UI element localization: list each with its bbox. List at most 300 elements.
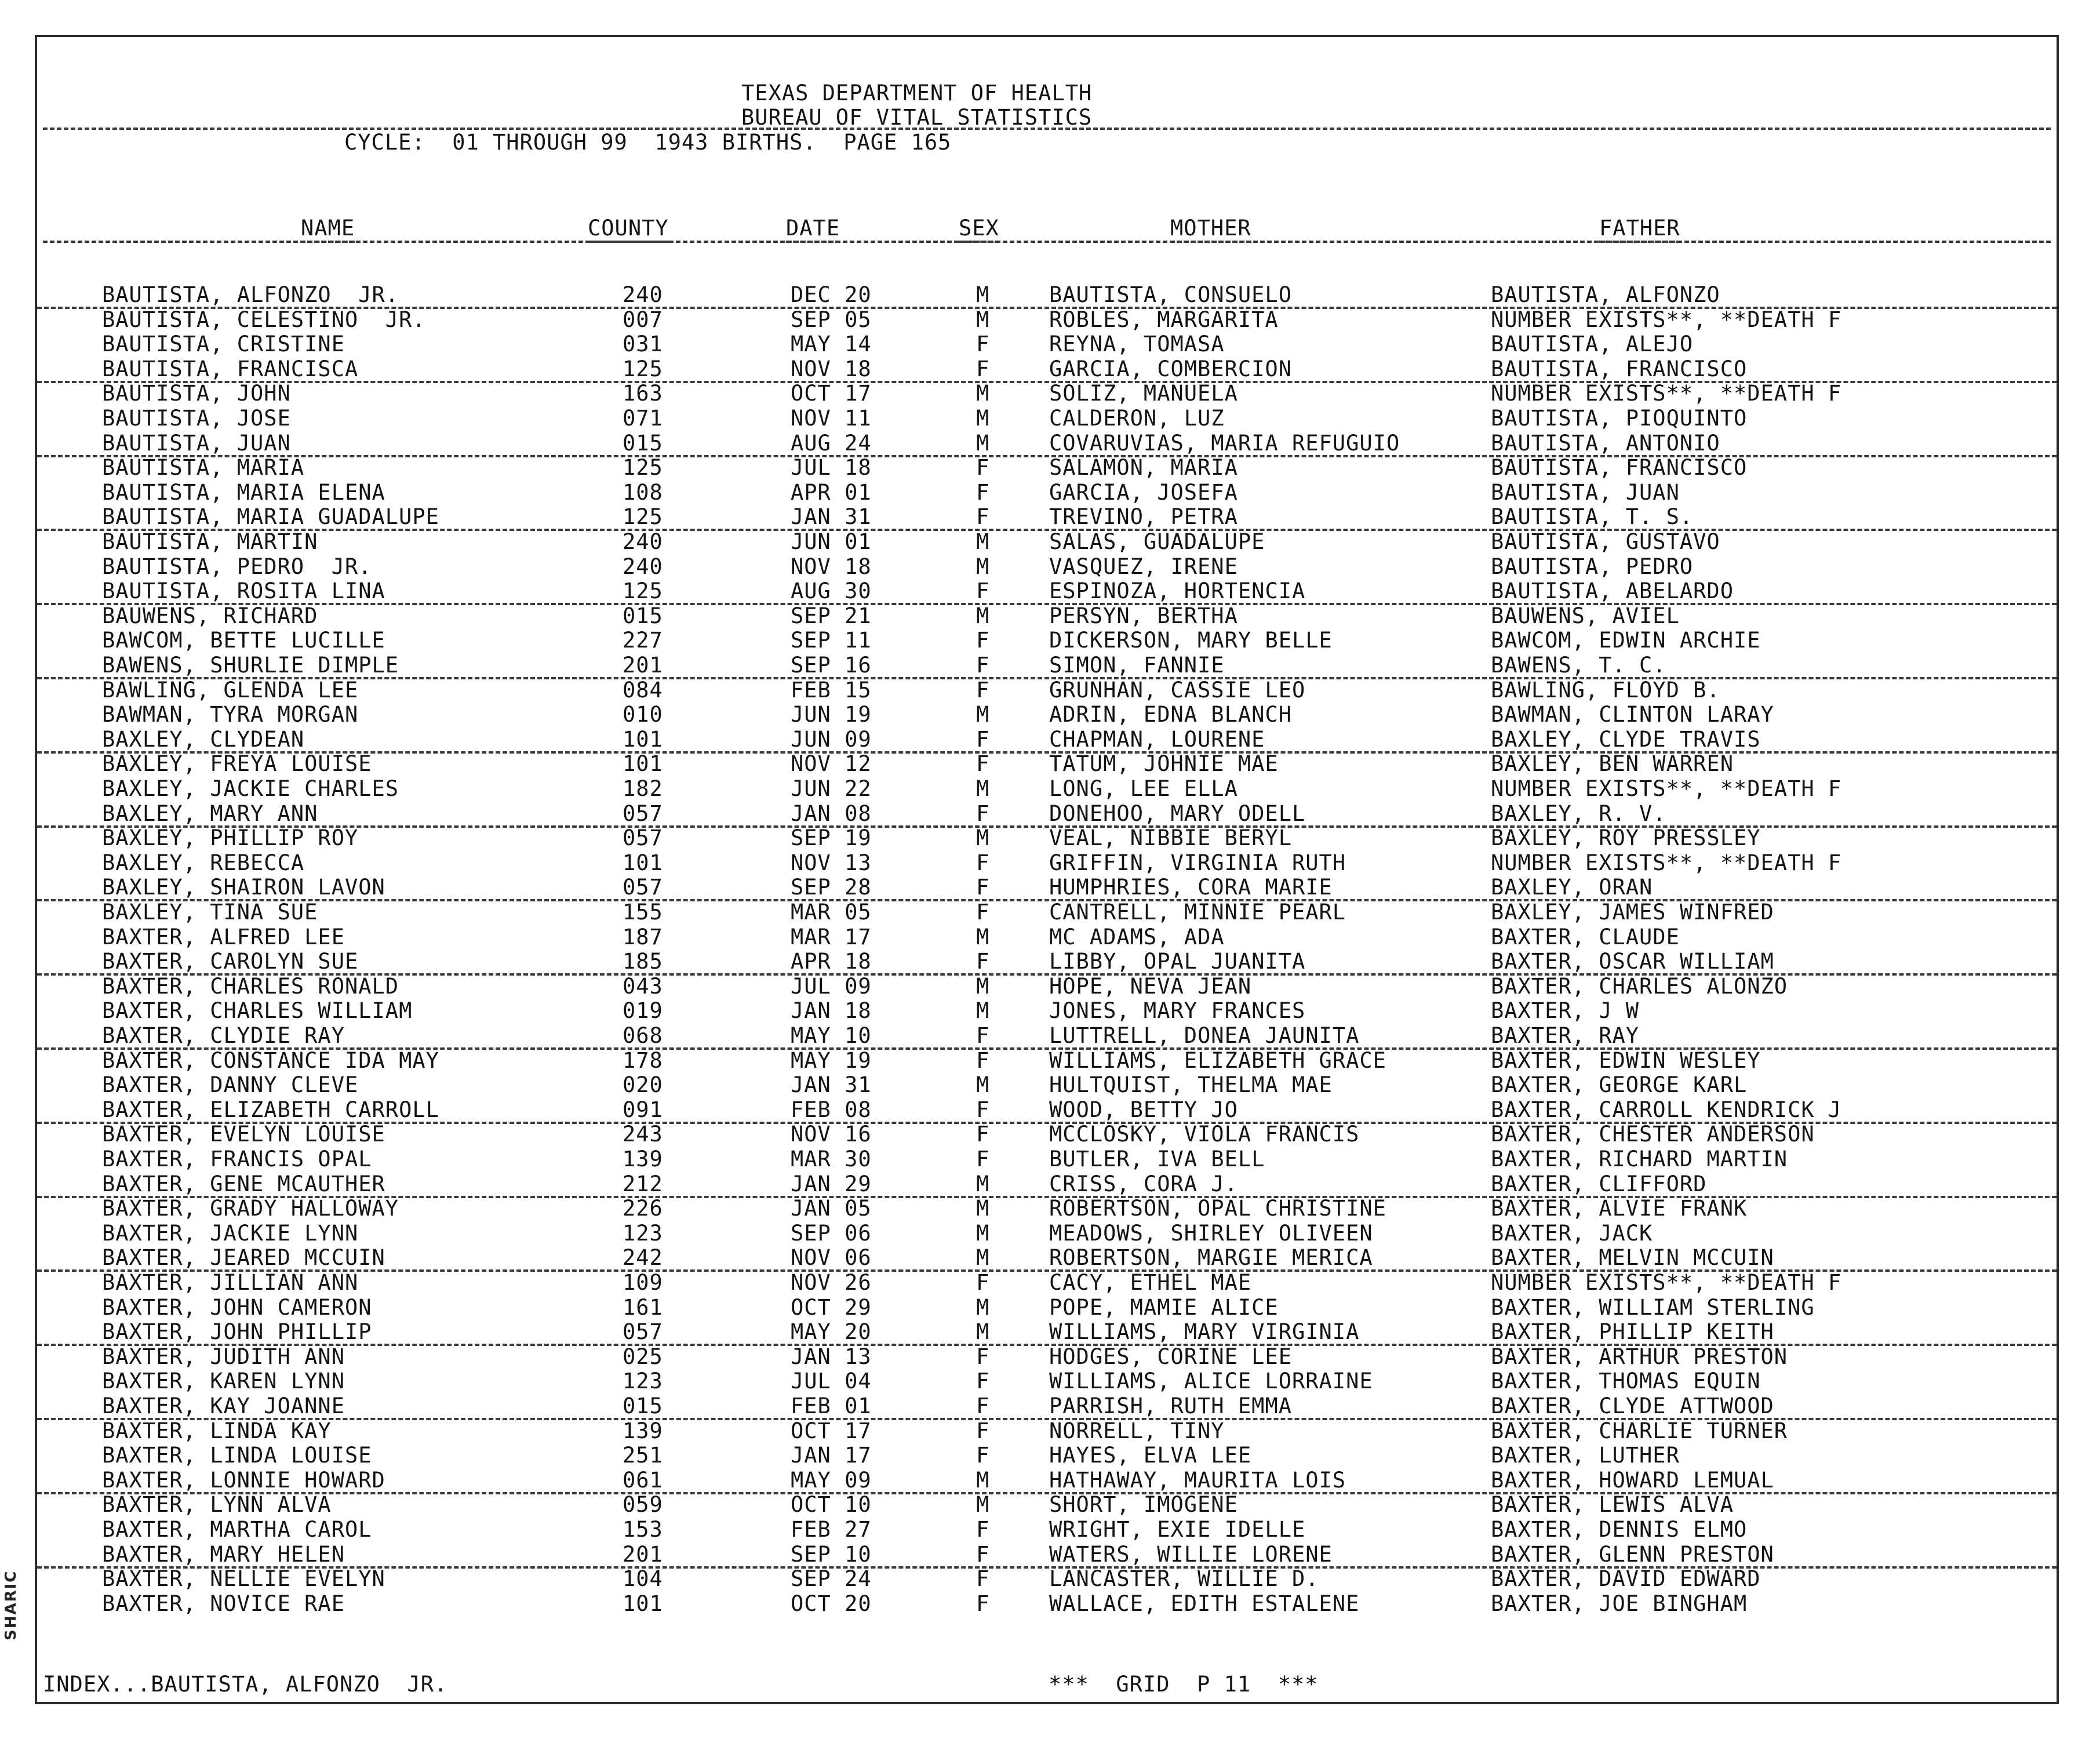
cell-date: SEP 05 — [791, 307, 872, 332]
cell-county: 020 — [623, 1072, 663, 1098]
cell-county: 153 — [623, 1517, 663, 1542]
cell-name: BAWLING, GLENDA LEE — [102, 677, 359, 703]
table-row — [37, 554, 2057, 579]
cell-name: BAXTER, JILLIAN ANN — [102, 1270, 359, 1295]
cell-sex: F — [976, 850, 990, 875]
cell-name: BAXTER, GRADY HALLOWAY — [102, 1196, 399, 1221]
cell-name: BAXTER, CLYDIE RAY — [102, 1023, 345, 1048]
cell-date: MAY 09 — [791, 1467, 872, 1493]
table-row — [37, 1048, 2057, 1072]
cell-date: NOV 18 — [791, 554, 872, 579]
bureau-title: BUREAU OF VITAL STATISTICS — [741, 105, 1093, 130]
cell-county: 123 — [623, 1369, 663, 1394]
cell-father: BAXTER, GEORGE KARL — [1491, 1072, 1748, 1098]
cell-sex: F — [976, 1344, 990, 1369]
cell-mother: CRISS, CORA J. — [1049, 1171, 1238, 1196]
cell-name: BAXTER, LYNN ALVA — [102, 1492, 332, 1518]
cell-date: NOV 13 — [791, 850, 872, 875]
cell-father: BAXTER, PHILLIP KEITH — [1491, 1319, 1774, 1345]
cell-sex: F — [976, 1369, 990, 1394]
cell-sex: F — [976, 455, 990, 481]
cell-sex: F — [976, 1443, 990, 1468]
cell-date: FEB 27 — [791, 1517, 872, 1542]
cell-name: BAXTER, DANNY CLEVE — [102, 1072, 359, 1098]
cell-father: BAXTER, GLENN PRESTON — [1491, 1541, 1774, 1567]
cell-county: 101 — [623, 726, 663, 752]
cell-date: APR 01 — [791, 479, 872, 505]
cell-father: BAUTISTA, JUAN — [1491, 479, 1680, 505]
table-row — [37, 480, 2057, 504]
cell-date: JAN 31 — [791, 504, 872, 530]
cell-county: 178 — [623, 1047, 663, 1073]
cell-name: BAXTER, LINDA LOUISE — [102, 1443, 372, 1468]
cell-name: BAXTER, JACKIE LYNN — [102, 1220, 359, 1246]
cell-father: NUMBER EXISTS**, **DEATH F — [1491, 1270, 1842, 1295]
table-row — [37, 1566, 2057, 1591]
cell-date: NOV 12 — [791, 751, 872, 777]
table-row — [37, 381, 2057, 405]
cell-mother: ROBLES, MARGARITA — [1049, 307, 1279, 332]
cell-county: 125 — [623, 455, 663, 481]
cell-county: 251 — [623, 1443, 663, 1468]
cell-mother: LANCASTER, WILLIE D. — [1049, 1566, 1319, 1592]
cell-sex: F — [976, 504, 990, 530]
table-row — [37, 431, 2057, 457]
cell-mother: HODGES, CORINE LEE — [1049, 1344, 1292, 1369]
cell-father: NUMBER EXISTS**, **DEATH F — [1491, 307, 1842, 332]
cell-name: BAUTISTA, ROSITA LINA — [102, 579, 385, 604]
cell-name: BAXTER, JOHN CAMERON — [102, 1294, 372, 1320]
table-row — [37, 1196, 2057, 1220]
cell-name: BAUTISTA, CELESTINO JR. — [102, 307, 426, 332]
table-row — [37, 1122, 2057, 1146]
cell-sex: M — [976, 1220, 990, 1246]
cell-county: 201 — [623, 653, 663, 678]
cell-name: BAXTER, EVELYN LOUISE — [102, 1122, 385, 1147]
table-row — [37, 949, 2057, 976]
cell-mother: WILLIAMS, MARY VIRGINIA — [1049, 1319, 1360, 1345]
cell-mother: TATUM, JOHNIE MAE — [1049, 751, 1279, 777]
cell-mother: WILLIAMS, ELIZABETH GRACE — [1049, 1047, 1386, 1073]
printout-page — [35, 35, 2059, 1704]
cell-county: 043 — [623, 973, 663, 999]
cell-mother: COVARUVIAS, MARIA REFUGUIO — [1049, 430, 1400, 456]
cell-date: JUL 04 — [791, 1369, 872, 1394]
cell-father: BAUTISTA, PEDRO — [1491, 554, 1694, 579]
cell-county: 010 — [623, 702, 663, 727]
table-row — [37, 504, 2057, 531]
cell-mother: GRUNHAN, CASSIE LEO — [1049, 677, 1306, 703]
cell-father: BAXTER, ALVIE FRANK — [1491, 1196, 1748, 1221]
cell-sex: F — [976, 726, 990, 752]
cell-mother: CHAPMAN, LOURENE — [1049, 726, 1265, 752]
table-row — [37, 1344, 2057, 1369]
cell-sex: M — [976, 973, 990, 999]
cell-name: BAXTER, CHARLES RONALD — [102, 973, 399, 999]
table-row — [37, 1418, 2057, 1443]
table-row — [37, 332, 2057, 356]
cell-mother: MC ADAMS, ADA — [1049, 924, 1225, 949]
table-row — [37, 406, 2057, 430]
table-row — [37, 998, 2057, 1023]
cell-county: 243 — [623, 1122, 663, 1147]
cell-date: OCT 20 — [791, 1591, 872, 1616]
table-row — [37, 307, 2057, 332]
cell-county: 185 — [623, 949, 663, 974]
cell-county: 091 — [623, 1097, 663, 1122]
cell-mother: GARCIA, COMBERCION — [1049, 356, 1292, 381]
cell-county: 139 — [623, 1418, 663, 1443]
cell-sex: M — [976, 381, 990, 406]
cell-date: JAN 31 — [791, 1072, 872, 1098]
cell-sex: F — [976, 1394, 990, 1418]
cell-mother: JONES, MARY FRANCES — [1049, 998, 1306, 1024]
cell-sex: F — [976, 1047, 990, 1073]
table-row — [37, 1468, 2057, 1494]
table-row — [37, 776, 2057, 801]
cell-date: MAY 10 — [791, 1023, 872, 1048]
table-row — [37, 455, 2057, 479]
cell-date: SEP 19 — [791, 825, 872, 851]
cell-name: BAUWENS, RICHARD — [102, 603, 318, 628]
cell-name: BAWMAN, TYRA MORGAN — [102, 702, 359, 727]
cell-name: BAXLEY, TINA SUE — [102, 900, 318, 925]
table-row — [37, 678, 2057, 702]
cell-sex: F — [976, 332, 990, 357]
cell-name: BAXTER, MARY HELEN — [102, 1541, 345, 1567]
cell-county: 240 — [623, 554, 663, 579]
cycle-line: CYCLE: 01 THROUGH 99 1943 BIRTHS. PAGE 165 — [344, 130, 952, 155]
cell-date: MAY 20 — [791, 1319, 872, 1345]
cell-county: 061 — [623, 1467, 663, 1493]
table-row — [37, 628, 2057, 652]
cell-name: BAXTER, LONNIE HOWARD — [102, 1467, 385, 1493]
table-row — [37, 1270, 2057, 1294]
cell-mother: VASQUEZ, IRENE — [1049, 554, 1238, 579]
table-row — [37, 1591, 2057, 1616]
cell-sex: F — [976, 900, 990, 925]
cell-sex: M — [976, 603, 990, 628]
table-row — [37, 356, 2057, 383]
cell-date: JUN 01 — [791, 529, 872, 554]
cell-name: BAXLEY, CLYDEAN — [102, 726, 305, 752]
cell-county: 125 — [623, 504, 663, 530]
cell-sex: F — [976, 801, 990, 826]
footer-grid: *** GRID P 11 *** — [1049, 1672, 1319, 1697]
table-row — [37, 1295, 2057, 1319]
cell-date: NOV 06 — [791, 1245, 872, 1271]
cell-name: BAXTER, KAREN LYNN — [102, 1369, 345, 1394]
cell-county: 015 — [623, 1394, 663, 1418]
cell-mother: PERSYN, BERTHA — [1049, 603, 1238, 628]
cell-father: BAXTER, THOMAS EQUIN — [1491, 1369, 1761, 1394]
column-header-mother: MOTHER — [1170, 216, 1251, 243]
cell-sex: F — [976, 1517, 990, 1542]
table-row — [37, 974, 2057, 998]
cell-name: BAUTISTA, JOHN — [102, 381, 291, 406]
table-row — [37, 529, 2057, 554]
cell-mother: BUTLER, IVA BELL — [1049, 1147, 1265, 1172]
cell-name: BAXLEY, MARY ANN — [102, 801, 318, 826]
cell-father: BAUTISTA, T. S. — [1491, 504, 1694, 530]
cell-mother: WATERS, WILLIE LORENE — [1049, 1541, 1333, 1567]
cell-sex: F — [976, 1591, 990, 1616]
cell-father: BAUTISTA, PIOQUINTO — [1491, 406, 1748, 431]
table-row — [37, 875, 2057, 901]
cell-father: NUMBER EXISTS**, **DEATH F — [1491, 776, 1842, 801]
cell-sex: M — [976, 529, 990, 554]
cell-sex: F — [976, 751, 990, 777]
cell-name: BAXTER, MARTHA CAROL — [102, 1517, 372, 1542]
cell-father: BAXTER, LEWIS ALVA — [1491, 1492, 1734, 1518]
cell-name: BAXTER, FRANCIS OPAL — [102, 1147, 372, 1172]
cell-mother: DICKERSON, MARY BELLE — [1049, 628, 1333, 653]
cell-father: BAUTISTA, GUSTAVO — [1491, 529, 1720, 554]
cell-sex: M — [976, 998, 990, 1024]
cell-county: 057 — [623, 1319, 663, 1345]
cell-name: BAXLEY, PHILLIP ROY — [102, 825, 359, 851]
cell-name: BAXLEY, JACKIE CHARLES — [102, 776, 399, 801]
cell-mother: SOLIZ, MANUELA — [1049, 381, 1238, 406]
cell-sex: M — [976, 1245, 990, 1271]
cell-date: FEB 08 — [791, 1097, 872, 1122]
cell-father: BAWLING, FLOYD B. — [1491, 677, 1720, 703]
cell-mother: SIMON, FANNIE — [1049, 653, 1225, 678]
table-row — [37, 825, 2057, 850]
cell-father: BAXTER, DAVID EDWARD — [1491, 1566, 1761, 1592]
cell-sex: M — [976, 1196, 990, 1221]
table-row — [37, 1492, 2057, 1516]
cell-father: BAWCOM, EDWIN ARCHIE — [1491, 628, 1761, 653]
cell-county: 227 — [623, 628, 663, 653]
cell-father: BAUTISTA, FRANCISCO — [1491, 455, 1748, 481]
cell-sex: M — [976, 1319, 990, 1345]
column-header-county: COUNTY — [588, 216, 669, 243]
cell-mother: DONEHOO, MARY ODELL — [1049, 801, 1306, 826]
cell-mother: HUMPHRIES, CORA MARIE — [1049, 875, 1333, 900]
cell-father: NUMBER EXISTS**, **DEATH F — [1491, 381, 1842, 406]
table-row — [37, 1072, 2057, 1097]
cell-father: BAUTISTA, ABELARDO — [1491, 579, 1734, 604]
cell-mother: ESPINOZA, HORTENCIA — [1049, 579, 1306, 604]
cell-name: BAXTER, GENE MCAUTHER — [102, 1171, 385, 1196]
cell-county: 031 — [623, 332, 663, 357]
cell-sex: F — [976, 1418, 990, 1443]
cell-county: 101 — [623, 1591, 663, 1616]
column-header-sex: SEX — [959, 216, 999, 243]
cell-name: BAXTER, ELIZABETH CARROLL — [102, 1097, 439, 1122]
cell-date: MAR 30 — [791, 1147, 872, 1172]
cell-sex: M — [976, 1171, 990, 1196]
cell-date: NOV 26 — [791, 1270, 872, 1295]
cell-county: 015 — [623, 430, 663, 456]
cell-name: BAXTER, KAY JOANNE — [102, 1394, 345, 1418]
cell-sex: F — [976, 356, 990, 381]
cell-father: BAXLEY, CLYDE TRAVIS — [1491, 726, 1761, 752]
cell-sex: F — [976, 949, 990, 974]
cell-county: 025 — [623, 1344, 663, 1369]
cell-date: JAN 18 — [791, 998, 872, 1024]
cell-mother: ROBERTSON, OPAL CHRISTINE — [1049, 1196, 1386, 1221]
cell-sex: F — [976, 1122, 990, 1147]
cell-date: SEP 11 — [791, 628, 872, 653]
cell-county: 109 — [623, 1270, 663, 1295]
cell-date: AUG 24 — [791, 430, 872, 456]
cell-mother: LUTTRELL, DONEA JAUNITA — [1049, 1023, 1360, 1048]
cell-father: BAXTER, CARROLL KENDRICK J — [1491, 1097, 1842, 1122]
cell-county: 226 — [623, 1196, 663, 1221]
cell-county: 007 — [623, 307, 663, 332]
cell-sex: F — [976, 1147, 990, 1172]
cell-father: BAXTER, J W — [1491, 998, 1640, 1024]
cell-date: DEC 20 — [791, 282, 872, 307]
cell-date: FEB 01 — [791, 1394, 872, 1418]
agency-title: TEXAS DEPARTMENT OF HEALTH — [741, 81, 1093, 105]
cell-date: JUN 22 — [791, 776, 872, 801]
cell-sex: F — [976, 677, 990, 703]
cell-date: MAR 17 — [791, 924, 872, 949]
cell-sex: M — [976, 307, 990, 332]
cell-sex: M — [976, 282, 990, 307]
cell-father: BAUWENS, AVIEL — [1491, 603, 1680, 628]
cell-name: BAXTER, CAROLYN SUE — [102, 949, 359, 974]
cell-mother: SALAMON, MARIA — [1049, 455, 1238, 481]
cell-name: BAXTER, CHARLES WILLIAM — [102, 998, 413, 1024]
table-row — [37, 925, 2057, 949]
birth-records-table — [37, 37, 2057, 1702]
cell-county: 163 — [623, 381, 663, 406]
cell-mother: BAUTISTA, CONSUELO — [1049, 282, 1292, 307]
cell-sex: M — [976, 924, 990, 949]
cell-date: JUN 19 — [791, 702, 872, 727]
column-header-father: FATHER — [1599, 216, 1680, 243]
table-row — [37, 1369, 2057, 1393]
cell-father: BAXTER, JACK — [1491, 1220, 1653, 1246]
cell-mother: HAYES, ELVA LEE — [1049, 1443, 1252, 1468]
cell-mother: ROBERTSON, MARGIE MERICA — [1049, 1245, 1373, 1271]
cell-county: 125 — [623, 579, 663, 604]
cell-date: FEB 15 — [791, 677, 872, 703]
cell-county: 101 — [623, 850, 663, 875]
cell-father: BAXLEY, R. V. — [1491, 801, 1666, 826]
table-row — [37, 702, 2057, 726]
cell-father: BAUTISTA, ALEJO — [1491, 332, 1694, 357]
cell-father: BAXLEY, ROY PRESSLEY — [1491, 825, 1761, 851]
cell-date: NOV 18 — [791, 356, 872, 381]
cell-county: 101 — [623, 751, 663, 777]
cell-sex: M — [976, 1072, 990, 1098]
cell-date: JAN 05 — [791, 1196, 872, 1221]
cell-father: BAWMAN, CLINTON LARAY — [1491, 702, 1774, 727]
cell-county: 161 — [623, 1294, 663, 1320]
table-row — [37, 1443, 2057, 1467]
cell-name: BAUTISTA, JUAN — [102, 430, 291, 456]
cell-father: BAXTER, CLYDE ATTWOOD — [1491, 1394, 1774, 1418]
cell-mother: GARCIA, JOSEFA — [1049, 479, 1238, 505]
cell-date: JAN 29 — [791, 1171, 872, 1196]
cell-date: JAN 13 — [791, 1344, 872, 1369]
cell-mother: PARRISH, RUTH EMMA — [1049, 1394, 1292, 1418]
cell-name: BAUTISTA, PEDRO JR. — [102, 554, 372, 579]
cell-county: 059 — [623, 1492, 663, 1518]
cell-county: 123 — [623, 1220, 663, 1246]
cell-date: NOV 11 — [791, 406, 872, 431]
cell-father: BAXTER, CHARLIE TURNER — [1491, 1418, 1788, 1443]
cell-name: BAWENS, SHURLIE DIMPLE — [102, 653, 399, 678]
cell-name: BAXTER, JUDITH ANN — [102, 1344, 345, 1369]
cell-mother: SALAS, GUADALUPE — [1049, 529, 1265, 554]
cell-name: BAXTER, ALFRED LEE — [102, 924, 345, 949]
cell-sex: F — [976, 479, 990, 505]
cell-date: JUL 09 — [791, 973, 872, 999]
cell-date: SEP 16 — [791, 653, 872, 678]
cell-county: 155 — [623, 900, 663, 925]
cell-sex: M — [976, 776, 990, 801]
cell-mother: MEADOWS, SHIRLEY OLIVEEN — [1049, 1220, 1373, 1246]
cell-name: BAXTER, LINDA KAY — [102, 1418, 332, 1443]
cell-name: BAXTER, JEARED MCCUIN — [102, 1245, 385, 1271]
cell-name: BAXTER, JOHN PHILLIP — [102, 1319, 372, 1345]
cell-father: BAXTER, HOWARD LEMUAL — [1491, 1467, 1774, 1493]
cell-sex: F — [976, 579, 990, 604]
cell-date: SEP 24 — [791, 1566, 872, 1592]
cell-father: BAUTISTA, FRANCISCO — [1491, 356, 1748, 381]
cell-county: 057 — [623, 875, 663, 900]
cell-date: SEP 10 — [791, 1541, 872, 1567]
cell-date: SEP 21 — [791, 603, 872, 628]
cell-county: 125 — [623, 356, 663, 381]
cell-mother: WOOD, BETTY JO — [1049, 1097, 1238, 1122]
table-row — [37, 850, 2057, 875]
cell-mother: MCCLOSKY, VIOLA FRANCIS — [1049, 1122, 1360, 1147]
cell-sex: M — [976, 554, 990, 579]
cell-sex: F — [976, 1270, 990, 1295]
cell-mother: HATHAWAY, MAURITA LOIS — [1049, 1467, 1346, 1493]
footer-index: INDEX...BAUTISTA, ALFONZO JR. — [43, 1672, 448, 1697]
cell-date: JAN 17 — [791, 1443, 872, 1468]
cell-mother: HULTQUIST, THELMA MAE — [1049, 1072, 1333, 1098]
cell-name: BAUTISTA, MARTIN — [102, 529, 318, 554]
cell-mother: WILLIAMS, ALICE LORRAINE — [1049, 1369, 1373, 1394]
cell-county: 240 — [623, 529, 663, 554]
cell-sex: F — [976, 628, 990, 653]
cell-mother: GRIFFIN, VIRGINIA RUTH — [1049, 850, 1346, 875]
cell-mother: LIBBY, OPAL JUANITA — [1049, 949, 1306, 974]
cell-mother: POPE, MAMIE ALICE — [1049, 1294, 1279, 1320]
cell-county: 240 — [623, 282, 663, 307]
cell-date: SEP 06 — [791, 1220, 872, 1246]
cell-father: BAXTER, RAY — [1491, 1023, 1640, 1048]
cell-sex: M — [976, 1492, 990, 1518]
cell-sex: M — [976, 1294, 990, 1320]
cell-county: 071 — [623, 406, 663, 431]
cell-county: 108 — [623, 479, 663, 505]
cell-sex: F — [976, 1566, 990, 1592]
cell-mother: CALDERON, LUZ — [1049, 406, 1225, 431]
cell-mother: VEAL, NIBBIE BERYL — [1049, 825, 1292, 851]
cell-name: BAUTISTA, MARIA GUADALUPE — [102, 504, 439, 530]
cell-date: JAN 08 — [791, 801, 872, 826]
cell-name: BAUTISTA, FRANCISCA — [102, 356, 359, 381]
cell-sex: M — [976, 430, 990, 456]
cell-date: OCT 29 — [791, 1294, 872, 1320]
cell-mother: REYNA, TOMASA — [1049, 332, 1225, 357]
cell-date: MAR 05 — [791, 900, 872, 925]
cell-date: APR 18 — [791, 949, 872, 974]
cell-mother: NORRELL, TINY — [1049, 1418, 1225, 1443]
cell-name: BAXLEY, SHAIRON LAVON — [102, 875, 385, 900]
cell-county: 104 — [623, 1566, 663, 1592]
